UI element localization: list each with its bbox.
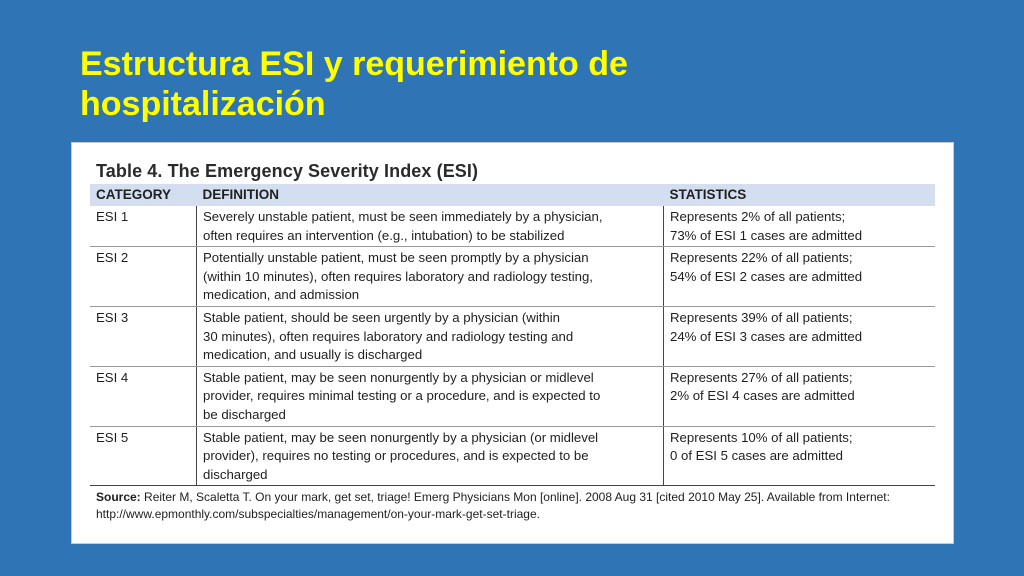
statistics-cell	[664, 306, 936, 366]
esi-table	[90, 184, 935, 486]
category-cell: ESI 2	[90, 247, 197, 307]
statistics-cell-line: Represents 22% of all patients;	[670, 250, 853, 266]
definition-cell-line: 30 minutes), often requires laboratory and radiology testing and	[203, 328, 574, 344]
definition-cell-line: medication, and usually is discharged	[203, 347, 423, 363]
category-cell: ESI 1	[90, 206, 197, 247]
statistics-cell-line: 54% of ESI 2 cases are admitted	[670, 268, 863, 284]
table-row	[90, 206, 935, 247]
statistics-cell-line: 24% of ESI 3 cases are admitted	[670, 328, 863, 344]
definition-cell	[197, 247, 664, 307]
esi-table-image	[71, 142, 954, 544]
slide-title-line-2: hospitalización	[80, 85, 326, 123]
category-cell: ESI 4	[90, 366, 197, 426]
definition-cell	[197, 426, 664, 486]
table-heading: Table 4. The Emergency Severity Index (ESI)	[96, 161, 479, 181]
table-row	[90, 366, 935, 426]
definition-cell-line: Severely unstable patient, must be seen immediately by a physician,	[203, 209, 603, 224]
definition-cell-line: Stable patient, should be seen urgently by a physician (within	[203, 309, 561, 325]
statistics-cell	[664, 247, 936, 307]
statistics-cell-line: 0 of ESI 5 cases are admitted	[670, 448, 843, 464]
table-body	[90, 206, 935, 486]
statistics-cell-line: Represents 2% of all patients;	[670, 209, 846, 224]
definition-cell-line: provider, requires minimal testing or a procedure, and is expected to	[203, 388, 601, 404]
table-row	[90, 426, 935, 486]
statistics-cell-line: Represents 27% of all patients;	[670, 369, 853, 385]
definition-cell	[197, 306, 664, 366]
definition-cell-line: be discharged	[203, 406, 286, 422]
definition-cell-line: Potentially unstable patient, must be seen promptly by a physician	[203, 250, 589, 266]
source-label: Source:	[96, 490, 141, 504]
definition-cell-line: (within 10 minutes), often requires laboratory and radiology testing,	[203, 268, 593, 284]
statistics-cell	[664, 426, 936, 486]
statistics-cell	[664, 206, 936, 247]
column-header-statistics: STATISTICS	[664, 184, 936, 206]
definition-cell-line: Stable patient, may be seen nonurgently by a physician (or midlevel	[203, 429, 599, 445]
definition-cell	[197, 366, 664, 426]
definition-cell-line: medication, and admission	[203, 287, 360, 303]
category-cell: ESI 5	[90, 426, 197, 486]
table-row	[90, 247, 935, 307]
statistics-cell-line: 73% of ESI 1 cases are admitted	[670, 227, 863, 243]
column-header-category: CATEGORY	[90, 184, 197, 206]
definition-cell-line: Stable patient, may be seen nonurgently by a physician or midlevel	[203, 369, 594, 385]
definition-cell	[197, 206, 664, 247]
table-row	[90, 306, 935, 366]
table-header-row	[90, 184, 935, 206]
slide-title	[80, 44, 960, 124]
definition-cell-line: provider), requires no testing or procedures, and is expected to be	[203, 448, 589, 464]
statistics-cell-line: Represents 39% of all patients;	[670, 309, 853, 325]
statistics-cell-line: Represents 10% of all patients;	[670, 429, 853, 445]
category-cell: ESI 3	[90, 306, 197, 366]
source-text: Reiter M, Scaletta T. On your mark, get set, triage! Emerg Physicians Mon [online]. 2008 Aug 31 [cited 2010 May 25]. Available from Internet: http://www.epmonthly.com/subspecialties/management/on-your-mark-get-set-triage.	[96, 490, 890, 521]
statistics-cell	[664, 366, 936, 426]
statistics-cell-line: 2% of ESI 4 cases are admitted	[670, 388, 855, 404]
slide-title-line-1: Estructura ESI y requerimiento de	[80, 45, 628, 83]
definition-cell-line: discharged	[203, 466, 268, 482]
definition-cell-line: often requires an intervention (e.g., intubation) to be stabilized	[203, 227, 565, 243]
column-header-definition: DEFINITION	[197, 184, 664, 206]
table-source	[96, 489, 936, 523]
